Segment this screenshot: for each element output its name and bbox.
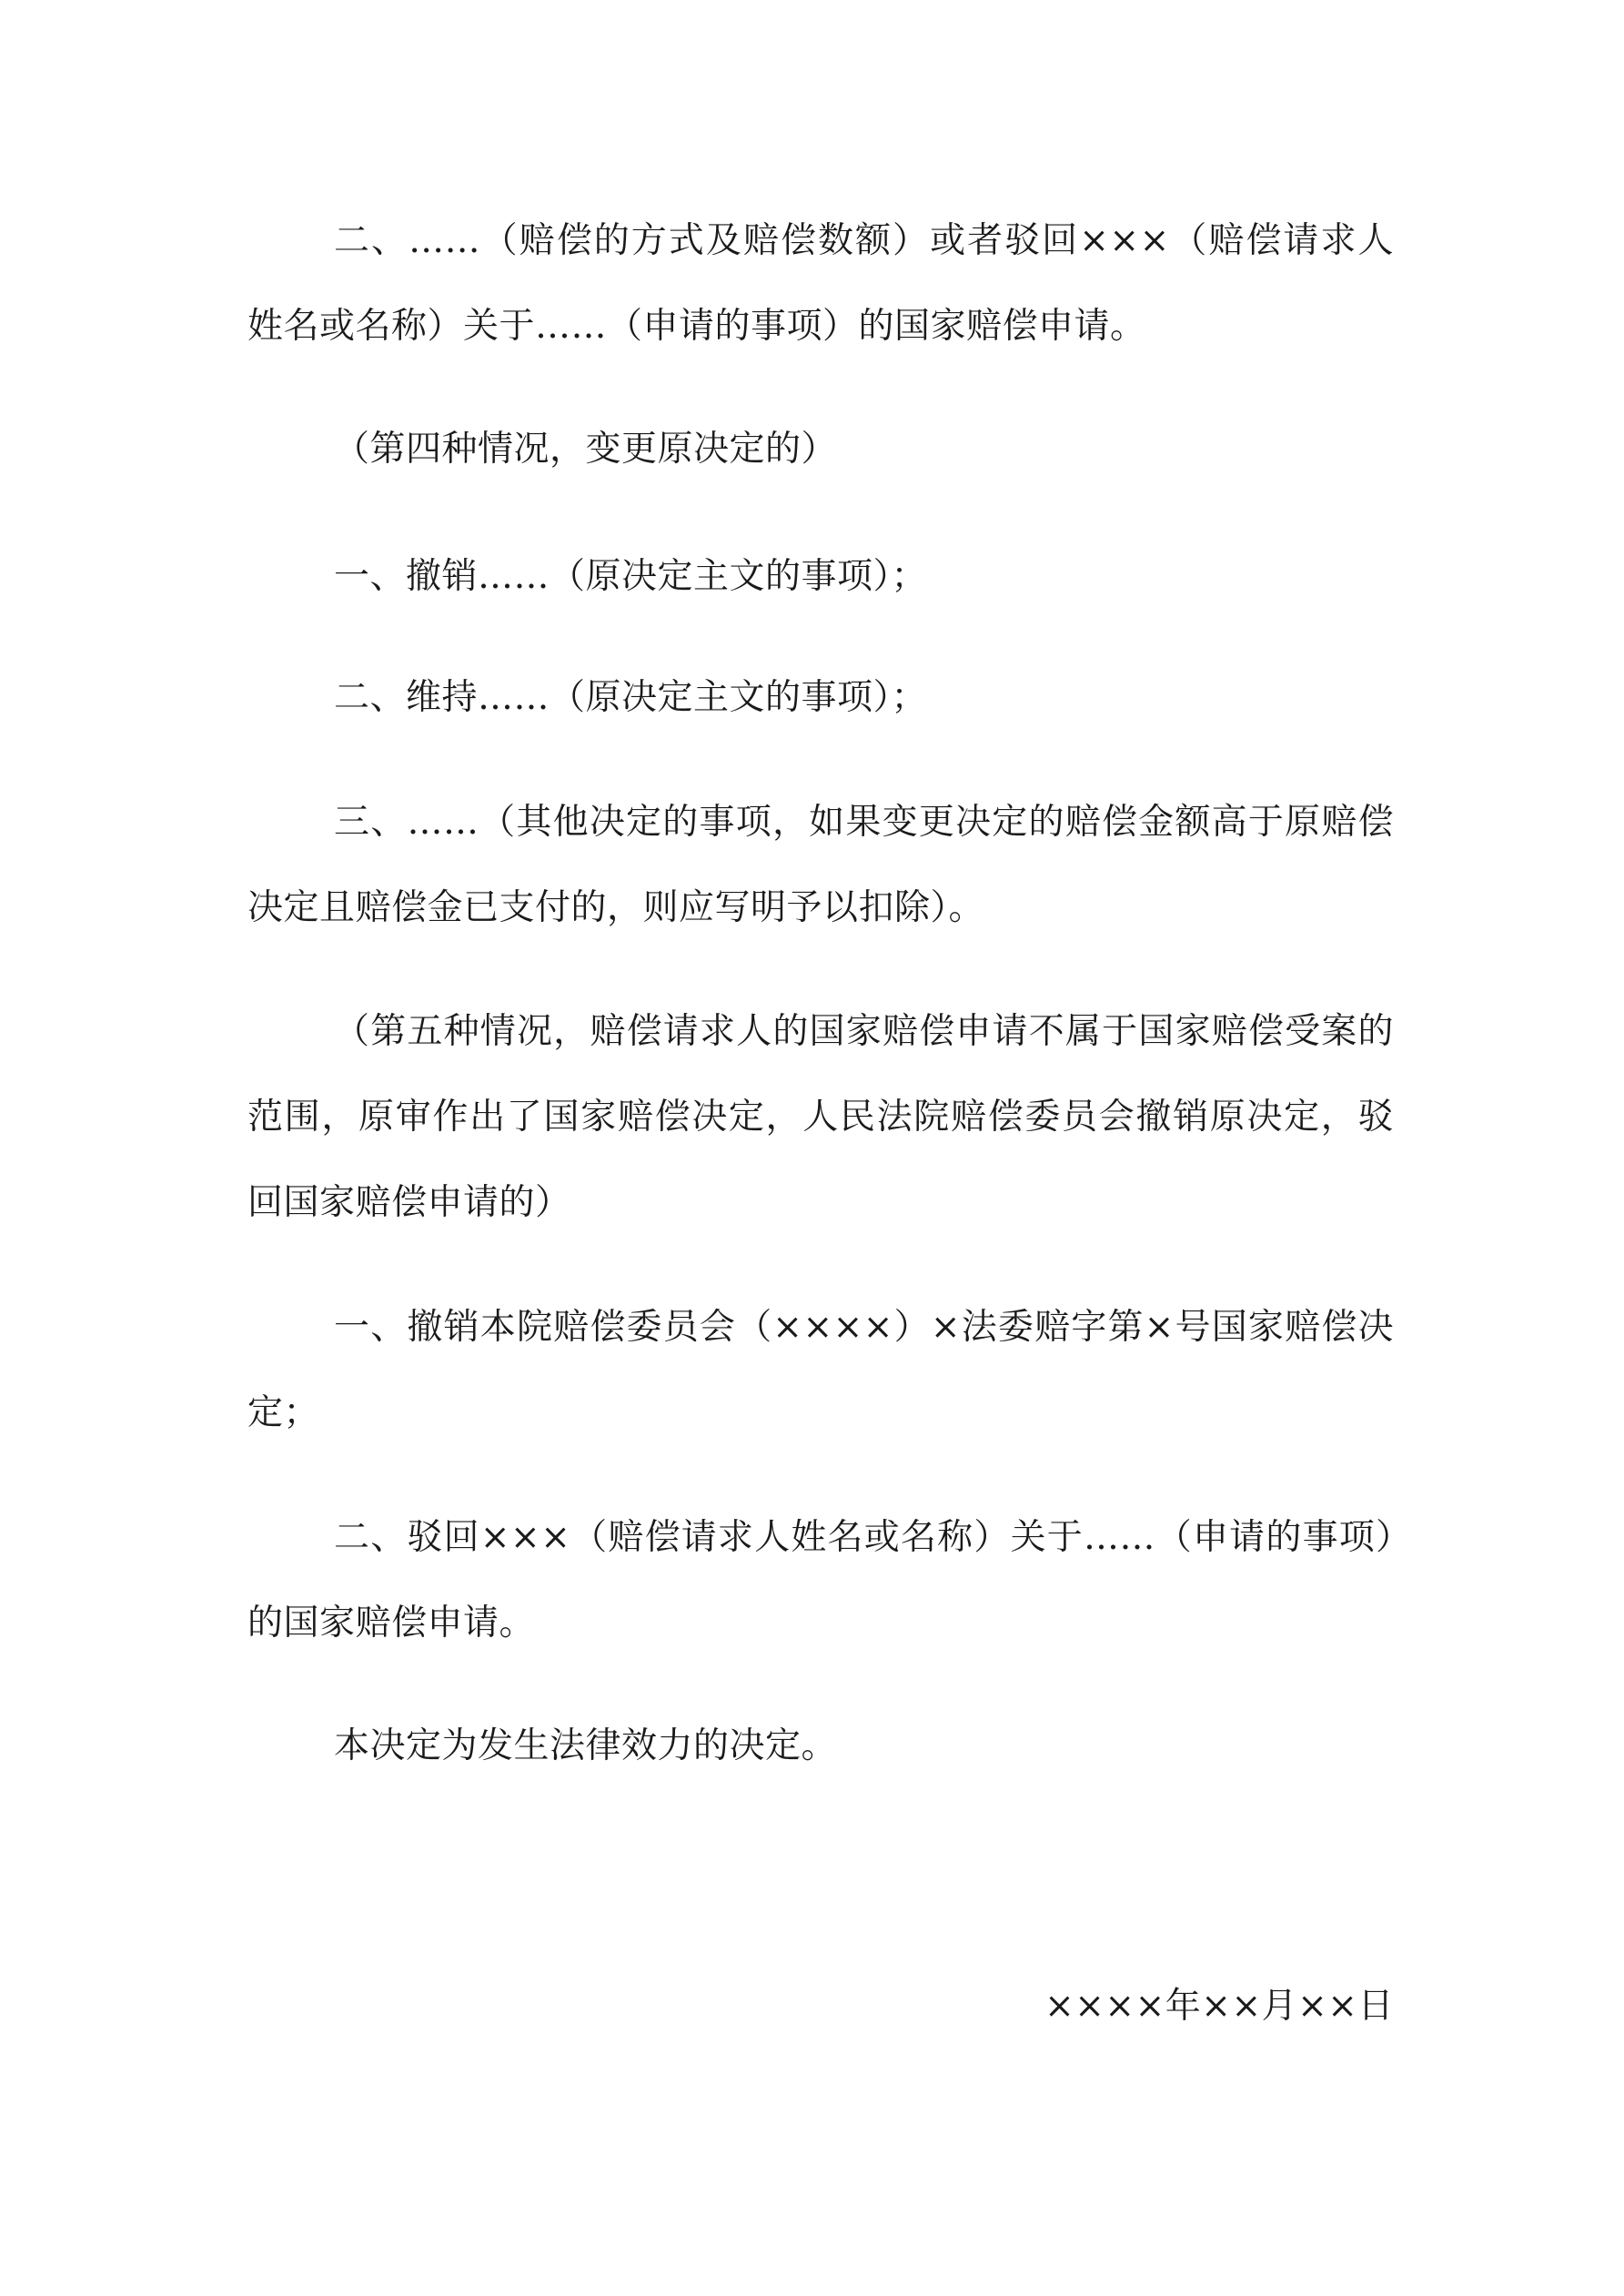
paragraph-revoke-original: 一、撤销……（原决定主文的事项）； (334, 556, 928, 597)
paragraph-case-four-heading: （第四种情况，变更原决定的） (334, 429, 838, 470)
paragraph-legal-effect: 本决定为发生法律效力的决定。 (334, 1725, 838, 1766)
document-date: ××××年××月××日 (1044, 1986, 1394, 2027)
paragraph-other-matters: 三、……（其他决定的事项，如果变更决定的赔偿金额高于原赔偿决定且赔偿金已支付的，则应写明予以扣除）。 (247, 802, 1394, 928)
paragraph-compensation-method: 二、……（赔偿的方式及赔偿数额）或者驳回×××（赔偿请求人姓名或名称）关于……（申请的事项）的国家赔偿申请。 (247, 220, 1394, 347)
paragraph-maintain-original: 二、维持……（原决定主文的事项）； (334, 677, 928, 718)
paragraph-revoke-committee-decision: 一、撤销本院赔偿委员会（××××）×法委赔字第×号国家赔偿决定； (247, 1307, 1394, 1433)
paragraph-reject-application: 二、驳回×××（赔偿请求人姓名或名称）关于……（申请的事项）的国家赔偿申请。 (247, 1517, 1394, 1644)
paragraph-case-five-heading: （第五种情况，赔偿请求人的国家赔偿申请不属于国家赔偿受案的范围，原审作出了国家赔偿决定，人民法院赔偿委员会撤销原决定，驳回国家赔偿申请的） (247, 1011, 1394, 1223)
